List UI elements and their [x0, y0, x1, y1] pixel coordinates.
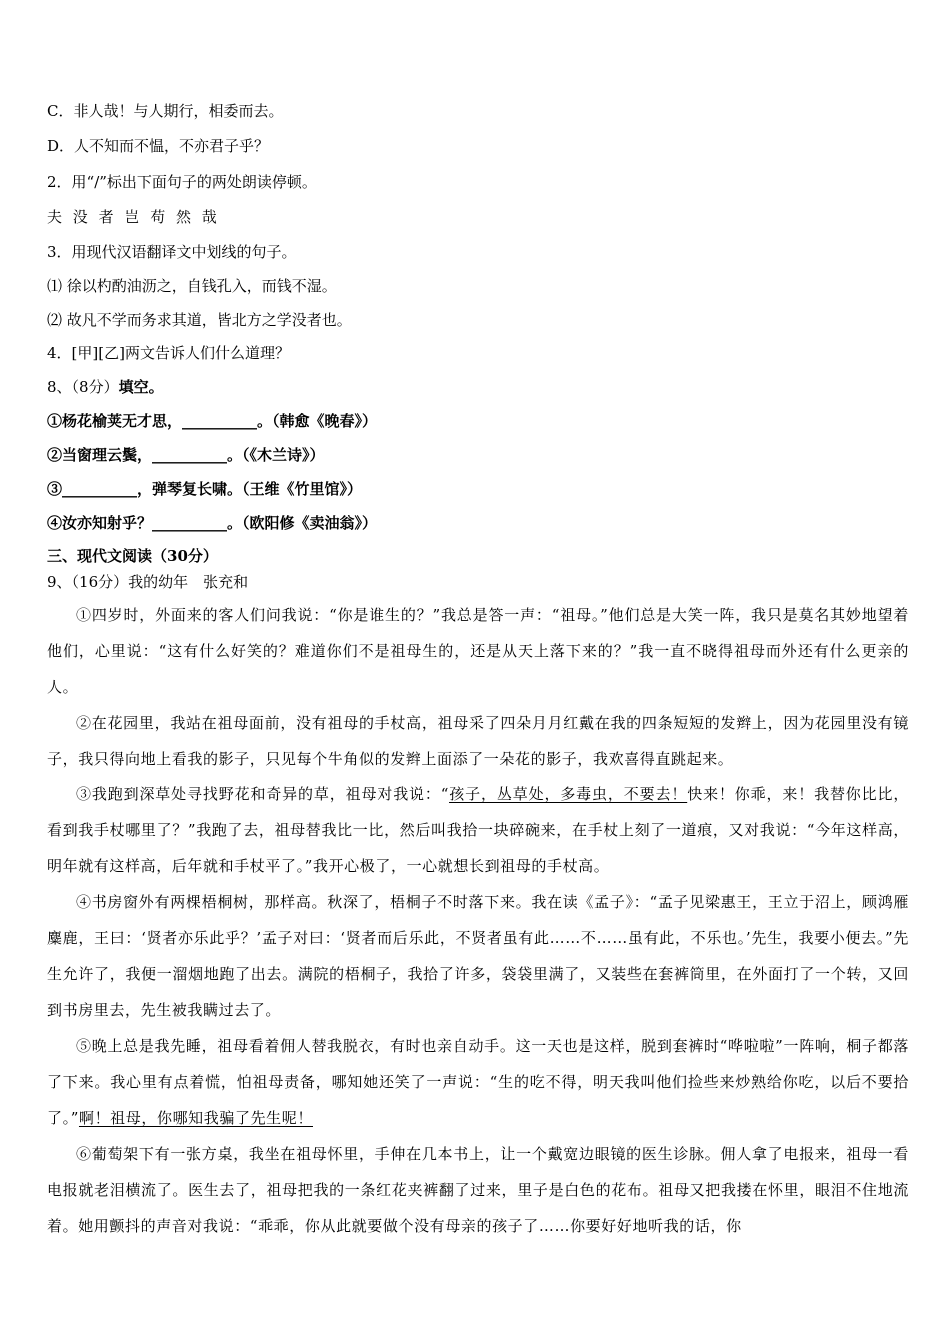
sentence-char: 哉 — [201, 208, 217, 226]
question-8-number: 8、（8分） — [47, 378, 119, 396]
passage-paragraph-3 — [47, 776, 909, 884]
fill-blank-item: ②当窗理云鬓，__________。（《木兰诗》） — [47, 446, 325, 464]
passage-paragraph-5 — [47, 1028, 909, 1136]
sentence-char: 者 — [98, 208, 114, 226]
question-2: 2．用“/”标出下面句子的两处朗读停顿。 — [47, 173, 317, 191]
underlined-sentence: 孩子，丛草处，多毒虫，不要去！ — [449, 785, 688, 803]
underlined-sentence: 啊！祖母，你哪知我骗了先生呢！ — [78, 1109, 313, 1127]
question-9-title: 9、（16分）我的幼年 张充和 — [47, 573, 249, 591]
question-3: 3．用现代汉语翻译文中划线的句子。 — [47, 243, 297, 261]
passage-paragraph-4: ④书房窗外有两棵梧桐树，那样高。秋深了，梧桐子不时落下来。我在读《孟子》：“孟子见梁惠王，王立于沼上，顾鸿雁麋鹿，王曰：‘贤者亦乐此乎？’孟子对曰：‘贤者而后乐此，不贤者虽有此……不……虽有此，不乐也。’先生，我要小便去。”先生允许了，我便一溜烟地跑了出去。满院的梧桐子，我拾了许多，袋袋里满了，又装些在套裤筒里，在外面打了一个转，又回到书房里去，先生被我瞒过去了。 — [47, 893, 909, 1019]
paragraph-text: ③我跑到深草处寻找野花和奇异的草，祖母对我说：“ — [76, 785, 450, 803]
sentence-char: 苟 — [150, 208, 166, 226]
question-2-sentence — [47, 207, 908, 227]
passage-paragraph-6: ⑥葡萄架下有一张方桌，我坐在祖母怀里，手伸在几本书上，让一个戴宽边眼镜的医生诊脉。佣人拿了电报来，祖母一看电报就老泪横流了。医生去了，祖母把我的一条红花夹裤翻了过来，里子是白色的花布。祖母又把我搂在怀里，眼泪不住地流着。她用颤抖的声音对我说：“乖乖，你从此就要做个没有母亲的孩子了……你要好好地听我的话，你 — [47, 1145, 909, 1235]
fill-blank-item: ④汝亦知射乎？__________。（欧阳修《卖油翁》） — [47, 514, 378, 532]
passage-paragraph-1: ①四岁时，外面来的客人们问我说：“你是谁生的？”我总是答一声：“祖母。”他们总是大笑一阵，我只是莫名其妙地望着他们，心里说：“这有什么好笑的？难道你们不是祖母生的，还是从天上落下来的？”我一直不晓得祖母而外还有什么更亲的人。 — [47, 606, 909, 696]
question-3-item-1: ⑴ 徐以杓酌油沥之，自钱孔入，而钱不湿。 — [47, 277, 337, 295]
sentence-char: 没 — [72, 208, 88, 226]
fill-blank-item: ③__________，弹琴复长啸。（王维《竹里馆》） — [47, 480, 363, 498]
option-c: C．非人哉！与人期行，相委而去。 — [47, 102, 284, 120]
question-4: 4．[甲][乙]两文告诉人们什么道理？ — [47, 344, 290, 362]
paragraph-text: 快来！你乖，来！我替你比比，看到我手杖哪里了？”我跑了去，祖母替我比一比，然后叫我拾一块碎碗来，在手杖上刻了一道痕，又对我说：“今年这样高，明年就有这样高，后年就和手杖平了。”我开心极了，一心就想长到祖母的手杖高。 — [47, 785, 909, 875]
sentence-char: 夫 — [47, 208, 63, 226]
option-d: D．人不知而不愠，不亦君子乎？ — [47, 137, 270, 155]
section-heading: 三、现代文阅读（30分） — [47, 547, 218, 565]
passage-paragraph-2: ②在花园里，我站在祖母面前，没有祖母的手杖高，祖母采了四朵月月红戴在我的四条短短的发辫上，因为花园里没有镜子，我只得向地上看我的影子，只见每个牛角似的发辫上面添了一朵花的影子，我欢喜得直跳起来。 — [47, 714, 909, 768]
sentence-char: 岂 — [124, 208, 140, 226]
sentence-char: 然 — [175, 208, 191, 226]
question-3-item-2: ⑵ 故凡不学而务求其道，皆北方之学没者也。 — [47, 311, 352, 329]
paragraph-text: ⑤晚上总是我先睡，祖母看着佣人替我脱衣，有时也亲自动手。这一天也是这样，脱到套裤时“哗啦啦”一阵响，桐子都落了下来。我心里有点着慌，怕祖母责备，哪知她还笑了一声说：“生的吃不得，明天我叫他们捡些来炒熟给你吃，以后不要拾了。” — [47, 1037, 909, 1127]
fill-blank-item: ①杨花榆荚无才思，__________。（韩愈《晚春》） — [47, 412, 378, 430]
question-8-title: 填空。 — [118, 378, 164, 396]
question-8-header — [47, 377, 908, 397]
